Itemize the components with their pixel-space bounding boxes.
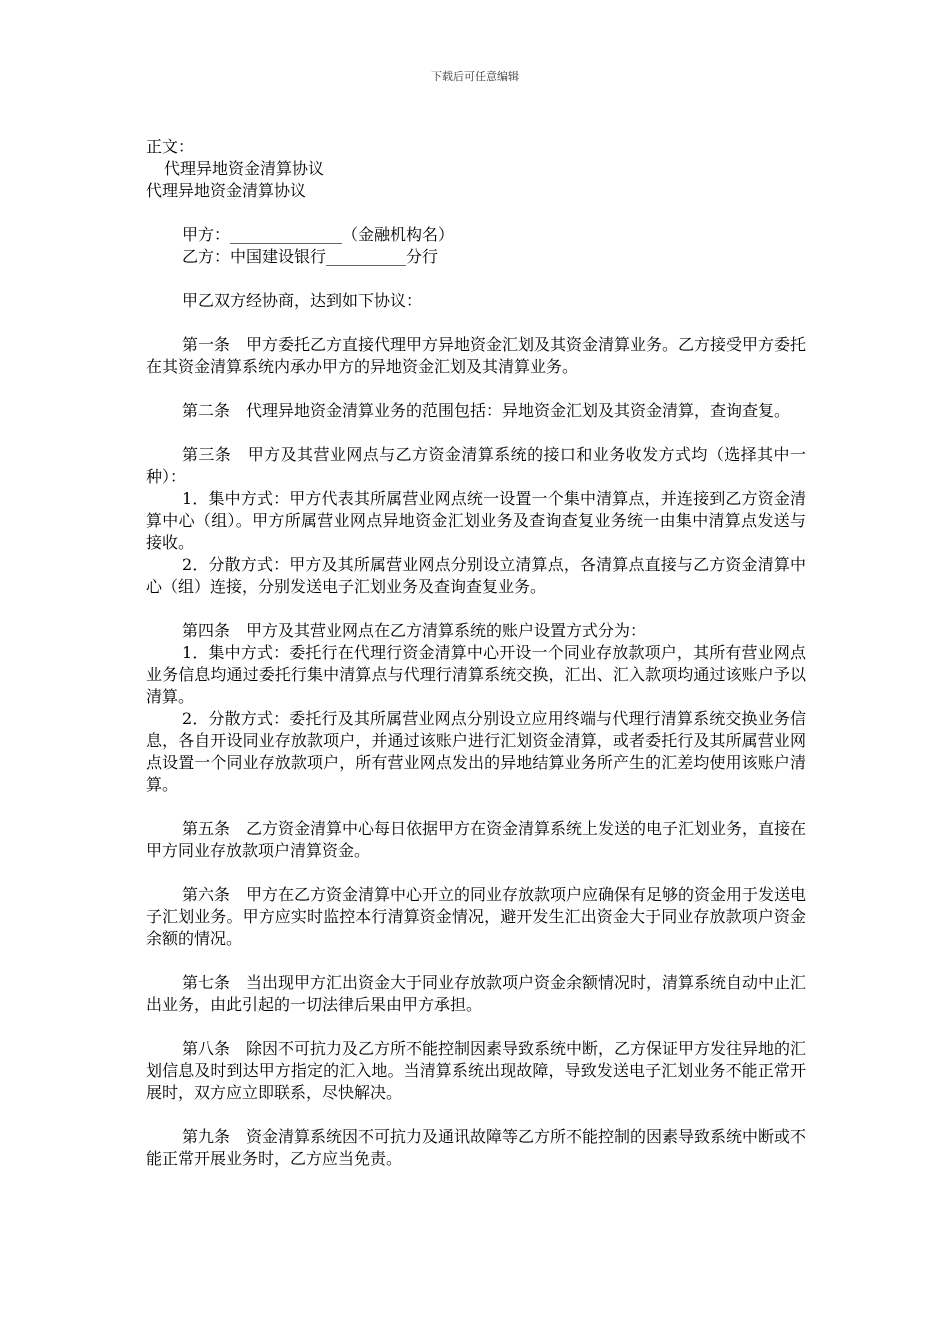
document-body: [146, 136, 806, 1170]
spacer: [146, 950, 806, 972]
article-6: 第六条 甲方在乙方资金清算中心开立的同业存放款项户应确保有足够的资金用于发送电子汇划业务。甲方应实时监控本行清算资金情况，避开发生汇出资金大于同业存放款项户资金余额的情况。: [146, 885, 807, 948]
article-7: 第七条 当出现甲方汇出资金大于同业存放款项户资金余额情况时，清算系统自动中止汇出业务，由此引起的一切法律后果由甲方承担。: [146, 973, 807, 1014]
party-b: 乙方：中国建设银行__________分行: [182, 247, 439, 266]
article-2: 第二条 代理异地资金清算业务的范围包括：异地资金汇划及其资金清算，查询查复。: [182, 401, 791, 420]
preamble: 甲乙双方经协商，达到如下协议：: [182, 291, 423, 310]
spacer: [146, 422, 806, 444]
spacer: [146, 202, 806, 224]
doc-title: 代理异地资金清算协议: [146, 181, 307, 200]
article-9: 第九条 资金清算系统因不可抗力及通讯故障等乙方所不能控制的因素导致系统中断或不能正常开展业务时，乙方应当免责。: [146, 1127, 807, 1168]
spacer: [146, 268, 806, 290]
article-3-item-1: 1．集中方式：甲方代表其所属营业网点统一设置一个集中清算点，并连接到乙方资金清算中心（组）。甲方所属营业网点异地资金汇划业务及查询查复业务统一由集中清算点发送与接收。: [146, 489, 806, 552]
doc-label: 正文：: [146, 137, 195, 156]
doc-title-indented: 代理异地资金清算协议: [164, 159, 325, 178]
article-4-item-2: 2．分散方式：委托行及其所属营业网点分别设立应用终端与代理行清算系统交换业务信息，各自开设同业存放款项户，并通过该账户进行汇划资金清算，或者委托行及其所属营业网点设置一个同业存放款项户，所有营业网点发出的异地结算业务所产生的汇差均使用该账户清算。: [146, 709, 806, 794]
header-note: 下载后可任意编辑: [431, 70, 519, 83]
article-1: 第一条 甲方委托乙方直接代理甲方异地资金汇划及其资金清算业务。乙方接受甲方委托在其资金清算系统内承办甲方的异地资金汇划及其清算业务。: [146, 335, 807, 376]
spacer: [146, 598, 806, 620]
spacer: [146, 312, 806, 334]
spacer: [146, 1104, 806, 1126]
party-a: 甲方：______________（金融机构名）: [182, 225, 455, 244]
spacer: [146, 1016, 806, 1038]
article-5: 第五条 乙方资金清算中心每日依据甲方在资金清算系统上发送的电子汇划业务，直接在甲方同业存放款项户清算资金。: [146, 819, 807, 860]
spacer: [146, 378, 806, 400]
article-4: 第四条 甲方及其营业网点在乙方清算系统的账户设置方式分为：: [182, 621, 647, 640]
article-3-item-2: 2．分散方式：甲方及其所属营业网点分别设立清算点，各清算点直接与乙方资金清算中心（组）连接，分别发送电子汇划业务及查询查复业务。: [146, 555, 806, 596]
article-4-item-1: 1．集中方式：委托行在代理行资金清算中心开设一个同业存放款项户，其所有营业网点业务信息均通过委托行集中清算点与代理行清算系统交换，汇出、汇入款项均通过该账户予以清算。: [146, 643, 806, 706]
article-8: 第八条 除因不可抗力及乙方所不能控制因素导致系统中断，乙方保证甲方发往异地的汇划信息及时到达甲方指定的汇入地。当清算系统出现故障，导致发送电子汇划业务不能正常开展时，双方应立即联系，尽快解决。: [146, 1039, 807, 1102]
spacer: [146, 796, 806, 818]
article-3: 第三条 甲方及其营业网点与乙方资金清算系统的接口和业务收发方式均（选择其中一种）：: [146, 445, 806, 486]
spacer: [146, 862, 806, 884]
